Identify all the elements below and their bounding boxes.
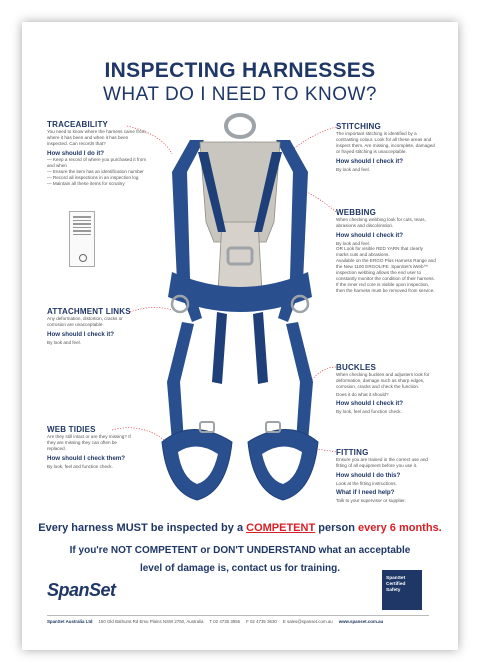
webbing-title: WEBBING xyxy=(336,208,377,217)
web-tidies-title: WEB TIDIES xyxy=(47,425,96,434)
spanset-logo: SpanSet xyxy=(47,580,116,600)
stitching-body: The important stitching is identified by a contrasting colour. Look for all these areas and inspect them. Are missing, incomplete, damaged or frayed stitching is unacceptable. xyxy=(336,131,435,154)
traceability-point-4: — Maintain all these items for scrutiny xyxy=(47,181,125,186)
attachment-body: Any deformation, distortion, cracks or corrosion are unacceptable. xyxy=(47,316,123,327)
fitting-question: How should I do this? xyxy=(336,472,401,479)
buckles-section xyxy=(336,363,436,414)
stitching-section xyxy=(336,122,436,172)
badge-line-2: Certified xyxy=(386,582,406,587)
traceability-question: How should I do it? xyxy=(47,150,105,157)
banner-text-2: be inspected by a xyxy=(147,522,247,534)
banner-text-3: person xyxy=(315,522,358,534)
traceability-section xyxy=(47,120,147,187)
footer-phone: T 02 4735 3955 xyxy=(209,619,241,624)
traceability-body: You need to know where the harness came from, where it has been and when it has been inspected. Can records that? xyxy=(47,129,147,146)
banner-competent: COMPETENT xyxy=(246,522,316,534)
footer-website: www.spanset.com.au xyxy=(338,619,384,624)
webbing-section xyxy=(336,208,436,294)
attachment-answer: By look and feel. xyxy=(47,340,81,345)
attachment-title: ATTACHMENT LINKS xyxy=(47,307,131,316)
buckles-body: When checking buckles and adjusters look for deformation, damage such as sharp edges, corrosion, cracks and check the function. xyxy=(336,372,430,389)
banner-text-1: Every harness xyxy=(38,522,117,534)
badge-line-1: SpanSet xyxy=(386,576,406,581)
certified-safety-badge xyxy=(382,570,422,610)
fitting-answer: Look at the fitting instructions. xyxy=(336,481,397,486)
web-tidies-section xyxy=(47,425,137,469)
web-tidies-question: How should I check them? xyxy=(47,455,126,462)
fitting-section xyxy=(336,448,436,503)
web-tidies-body: Are they still intact or are they missing? If they are missing they can often be replaced. xyxy=(47,434,131,451)
footer-email: E sales@spanset.com.au xyxy=(282,619,333,624)
training-line-2: level of damage is, contact us for training. xyxy=(139,563,341,574)
footer-contact xyxy=(47,615,429,624)
poster-title: INSPECTING HARNESSES xyxy=(104,59,376,82)
footer-company: SpanSet Australia Ltd xyxy=(47,619,93,624)
banner-must: MUST xyxy=(116,522,148,534)
buckles-title: BUCKLES xyxy=(336,363,377,372)
inspection-banner xyxy=(22,522,458,534)
fitting-title: FITTING xyxy=(336,448,369,457)
buckles-question: How should I check it? xyxy=(336,400,404,407)
attachment-links-section xyxy=(47,307,137,345)
traceability-point-3: — Record all inspections in an inspection log xyxy=(47,175,139,180)
fitting-question-2: What if I need help? xyxy=(336,489,395,496)
stitching-title: STITCHING xyxy=(336,122,381,131)
webbing-answer-1: By look and feel. xyxy=(336,241,370,246)
banner-months: every 6 months. xyxy=(357,522,442,534)
footer-address: 150 Old Bathurst Rd Emu Plains NSW 2750, Australia xyxy=(98,619,204,624)
poster-sheet xyxy=(22,22,458,650)
dorsal-d-ring xyxy=(226,115,254,137)
training-line-1: If you're NOT COMPETENT or DON'T UNDERSTAND what an acceptable xyxy=(69,545,411,556)
traceability-title: TRACEABILITY xyxy=(47,120,109,129)
stitching-question: How should I check it? xyxy=(336,158,404,165)
stitching-answer: By look and feel. xyxy=(336,167,370,172)
buckles-note: Does it do what it should? xyxy=(336,392,389,397)
poster-subtitle: WHAT DO I NEED TO KNOW? xyxy=(102,84,377,105)
fitting-answer-2: Talk to your supervisor or supplier. xyxy=(336,498,406,503)
footer-fax: F 02 4735 3630 xyxy=(246,619,277,624)
buckles-answer: By look, feel and function check. xyxy=(336,409,402,414)
webbing-body: When checking webbing look for cuts, tears, abrasions and discoloration. xyxy=(336,217,426,228)
harness-id-label-image xyxy=(69,211,95,267)
fitting-body: Ensure you are trained in the correct use and fitting of all equipment before you use it. xyxy=(336,457,428,468)
attachment-question: How should I check it? xyxy=(47,331,115,338)
traceability-point-2: — Ensure the item has an identification number xyxy=(47,169,144,174)
webbing-question: How should I check it? xyxy=(336,232,404,239)
traceability-point-1: — Keep a record of where you purchased it from and when xyxy=(47,157,147,168)
badge-line-3: Safety xyxy=(386,588,401,593)
webbing-answer-3: Available on the ERGO Plus Harness Range and the New 1100 ERGOLIFE. SpanSet's iWeb™ inspection webbing allows the end user to constantly monitor the condition of their harness. If the inner red core is visible upon inspection, then the harness must be removed from service. xyxy=(336,258,436,293)
web-tidies-answer: By look, feel and function check. xyxy=(47,464,113,469)
webbing-answer-2: OR Look for visible RED YARN that clearly marks cuts and abrasions. xyxy=(336,246,423,257)
